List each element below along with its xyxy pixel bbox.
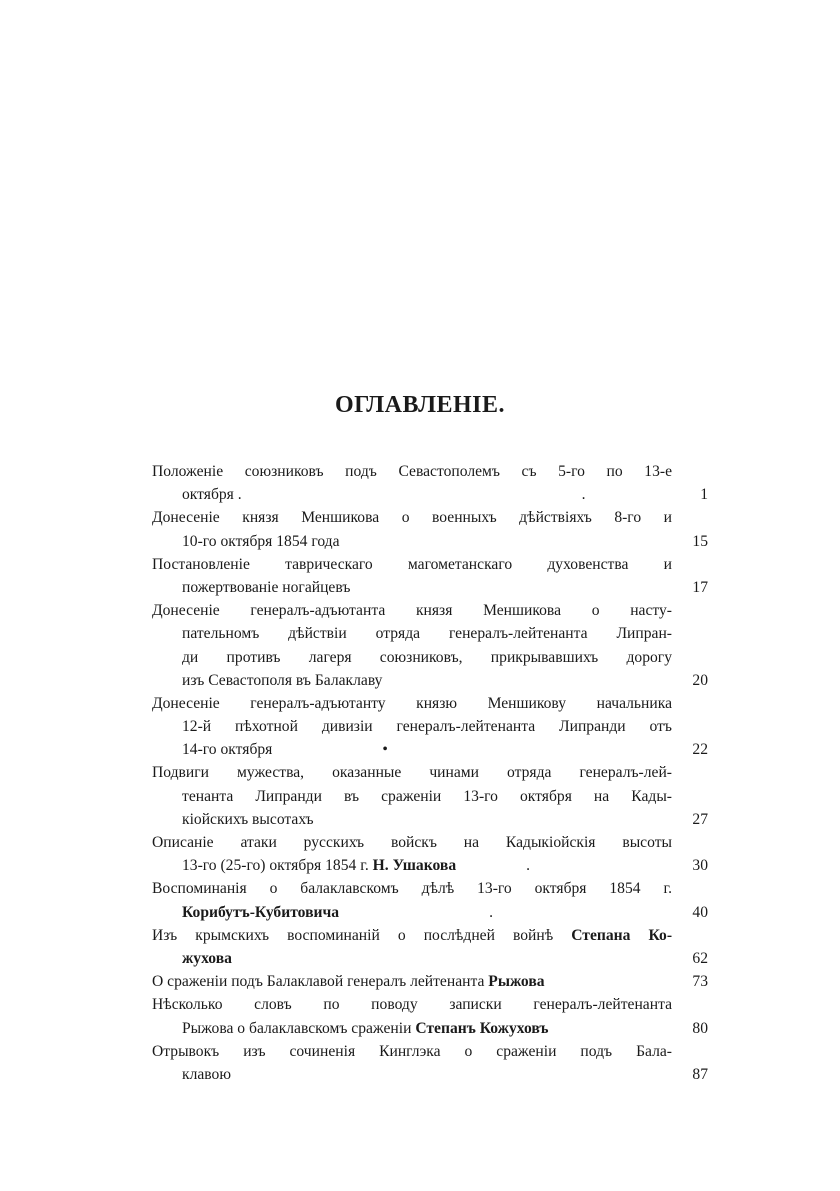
entry-text-line: Отрывокъ изъ сочиненія Кинглэка о сраженіи подъ Бала- — [152, 1042, 672, 1060]
toc-entry — [152, 924, 712, 970]
page-number: 73 — [692, 973, 708, 991]
author-name: Степанъ Кожуховъ — [415, 1019, 549, 1037]
entry-text-line — [152, 483, 672, 506]
entry-text-line — [152, 924, 672, 947]
entry-text-line — [152, 947, 672, 970]
page-number: 17 — [692, 578, 708, 596]
toc-entry — [152, 1040, 712, 1086]
entry-text-line: кіойскихъ высотахъ — [182, 810, 314, 828]
toc-entry — [152, 993, 712, 1039]
entry-text-line — [152, 738, 672, 761]
leader-dots: . — [489, 903, 493, 921]
entry-text-line: Донесеніе князя Меншикова о военныхъ дѣйствіяхъ 8-го и — [152, 509, 672, 527]
toc-entry — [152, 506, 712, 552]
toc-entry — [152, 692, 712, 762]
page-number: 62 — [692, 949, 708, 967]
entry-text: октября . — [182, 486, 242, 504]
entry-text-line: пательномъ дѣйствіи отряда генералъ-лейтенанта Липран- — [182, 625, 672, 643]
leader-dots: . — [526, 857, 531, 875]
page-number: 15 — [692, 532, 708, 550]
author-name: Корибутъ-Кубитовича — [182, 903, 340, 921]
author-name: Степана Ко- — [571, 926, 673, 944]
entry-text-line: Постановленіе таврическаго магометанскаго духовенства и — [152, 555, 672, 573]
entry-text-line — [152, 901, 672, 924]
entry-text-line — [152, 1017, 672, 1040]
entry-text-line: Подвиги мужества, оказанные чинами отряда генералъ-лей- — [152, 764, 672, 782]
author-name: Рыжова — [488, 973, 545, 991]
entry-text-line: Воспоминанія о балаклавскомъ дѣлѣ 13-го октября 1854 г. — [152, 880, 672, 898]
toc-entry — [152, 761, 712, 831]
leader-dots: . — [581, 486, 586, 504]
entry-text-line: Нѣсколько словъ по поводу записки генералъ-лейтенанта — [152, 996, 672, 1014]
entry-text-line — [152, 970, 672, 993]
page-number: 30 — [692, 857, 708, 875]
page-number: 27 — [692, 810, 708, 828]
page-number: 40 — [692, 903, 708, 921]
page-number: 87 — [692, 1065, 708, 1083]
entry-text-line — [152, 854, 672, 877]
toc-entry — [152, 831, 712, 877]
entry-text-line: Донесеніе генералъ-адъютанту князю Меншикову начальника — [152, 694, 672, 712]
entry-text: Изъ крымскихъ воспоминаній о послѣдней войнѣ — [152, 926, 554, 944]
entry-text-line: Положеніе союзниковъ подъ Севастополемъ съ 5-го по 13-е — [152, 463, 672, 480]
toc-entry — [152, 460, 712, 506]
entry-text-line: 10-го октября 1854 года — [182, 532, 340, 550]
entry-text: Рыжова о балаклавскомъ сраженіи — [182, 1019, 412, 1037]
toc-entry — [152, 877, 712, 923]
page-number: 1 — [700, 486, 708, 504]
entry-text: 13-го (25-го) октября 1854 г. — [182, 857, 369, 875]
leader-dots: • — [382, 741, 388, 759]
page-title: ОГЛАВЛЕНІЕ. — [334, 392, 506, 418]
entry-text-line: клавою — [182, 1065, 231, 1083]
entry-text-line: тенанта Липранди въ сраженіи 13-го октября на Кады- — [182, 787, 672, 805]
author-name: Н. Ушакова — [372, 857, 457, 875]
page-number: 20 — [692, 671, 708, 689]
page-number: 80 — [692, 1019, 708, 1037]
entry-text-line: ди противъ лагеря союзниковъ, прикрывавшихъ дорогу — [182, 648, 672, 666]
page-number: 22 — [692, 741, 708, 759]
entry-text-line: пожертвованіе ногайцевъ — [182, 578, 351, 596]
toc-entry — [152, 599, 712, 692]
toc-entry — [152, 970, 712, 993]
toc-entry — [152, 553, 712, 599]
entry-text: 14-го октября — [182, 741, 273, 759]
table-of-contents — [152, 460, 712, 1086]
entry-text-line: 12-й пѣхотной дивизіи генералъ-лейтенанта Липранди отъ — [182, 718, 672, 736]
entry-text: О сраженіи подъ Балаклавой генералъ лейтенанта — [152, 973, 485, 991]
author-name: жухова — [182, 949, 232, 967]
entry-text-line: Донесеніе генералъ-адъютанта князя Меншикова о насту- — [152, 602, 672, 620]
entry-text-line: изъ Севастополя въ Балаклаву — [182, 671, 383, 689]
entry-text-line: Описаніе атаки русскихъ войскъ на Кадыкіойскія высоты — [152, 834, 672, 851]
